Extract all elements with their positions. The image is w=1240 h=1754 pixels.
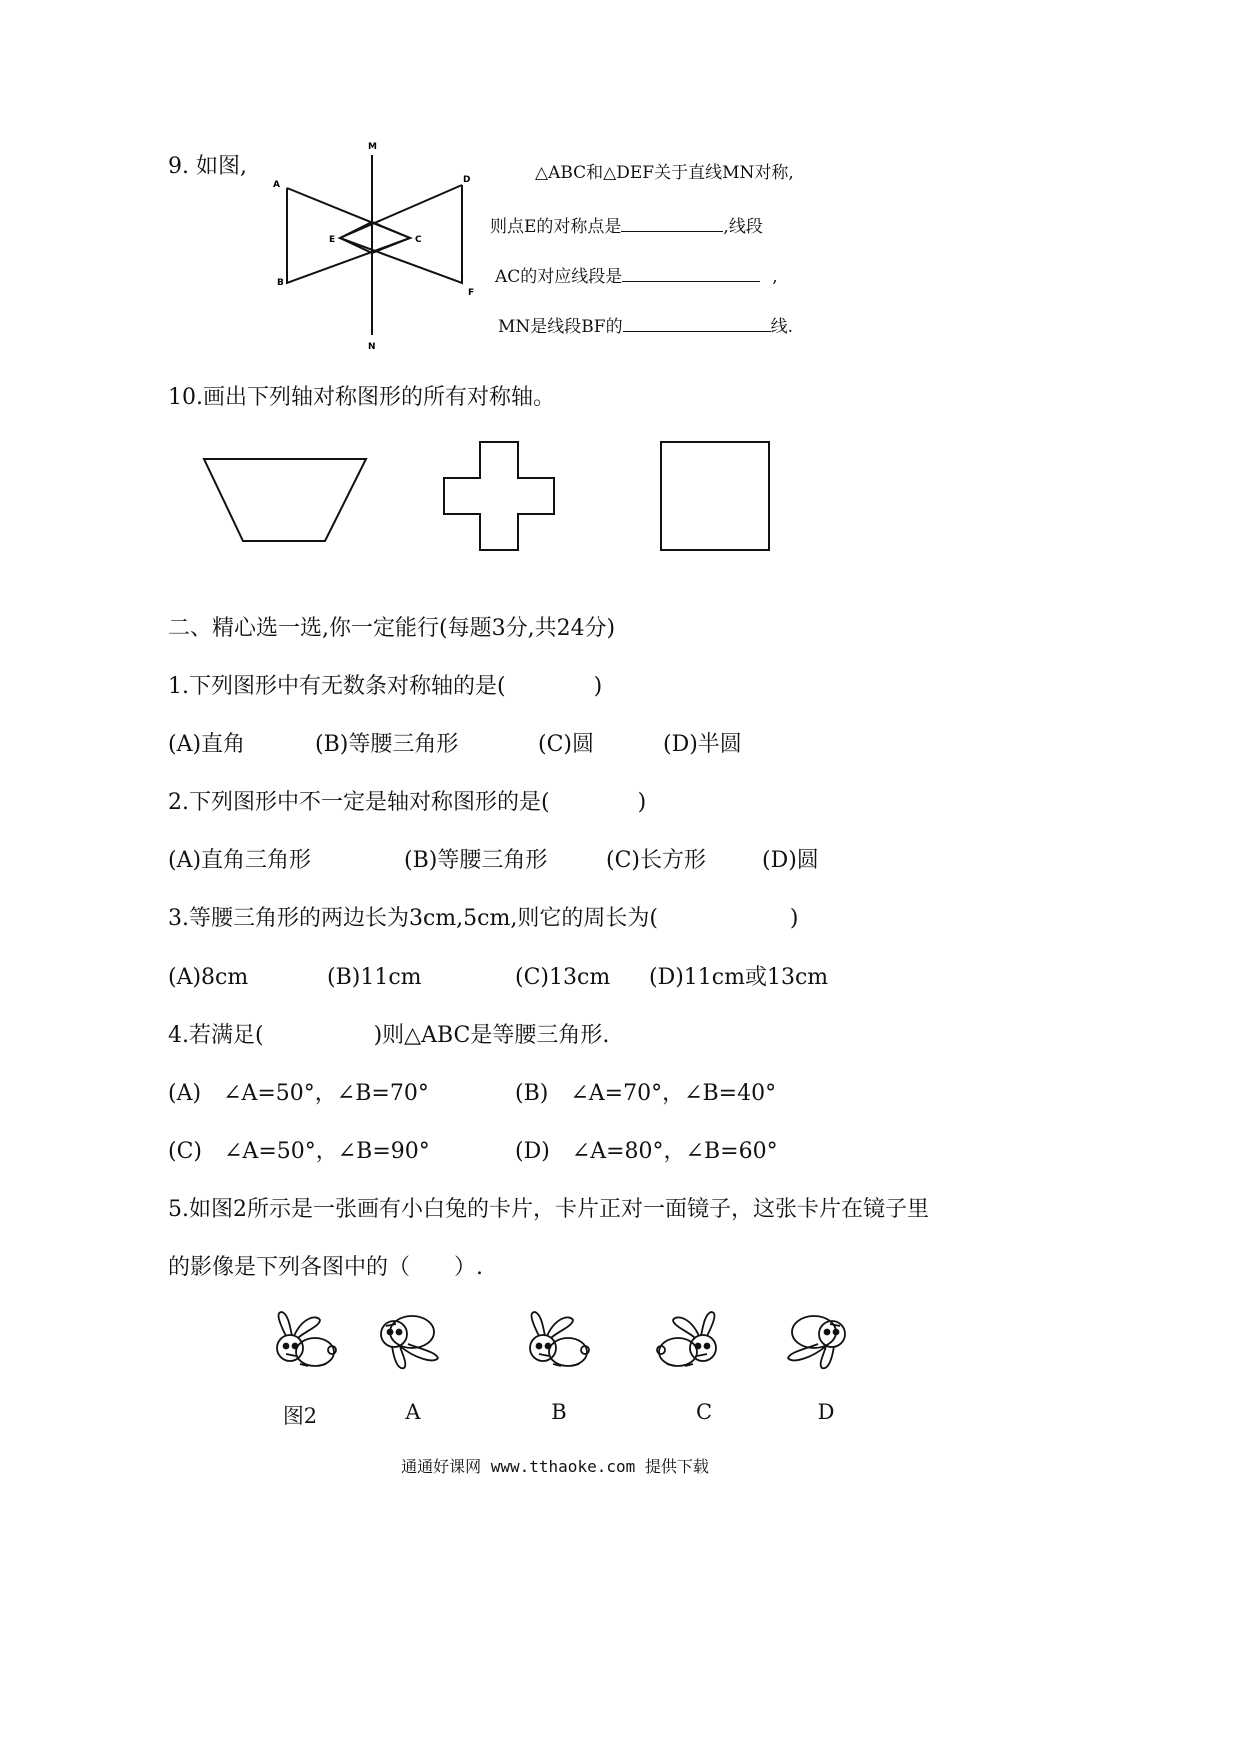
q2-option-b[interactable]: (B)等腰三角形	[404, 848, 548, 873]
q3-option-a[interactable]: (A)8cm	[168, 965, 249, 990]
q10-text: 10.画出下列轴对称图形的所有对称轴。	[168, 385, 555, 410]
cross-figure	[442, 440, 557, 552]
rabbit-label-d: D	[817, 1400, 835, 1424]
q2-option-c[interactable]: (C)长方形	[606, 848, 706, 873]
square-figure	[659, 440, 771, 552]
label-a: A	[273, 180, 280, 190]
question-3-stem: 3.等腰三角形的两边长为3cm,5cm,则它的周长为( )	[168, 906, 799, 931]
q3-option-b[interactable]: (B)11cm	[327, 965, 422, 990]
label-n: N	[368, 342, 376, 352]
q3-option-d[interactable]: (D)11cm或13cm	[649, 965, 829, 990]
q2-option-a[interactable]: (A)直角三角形	[168, 848, 312, 873]
q2-option-d[interactable]: (D)圆	[762, 848, 819, 873]
label-d: D	[463, 175, 471, 185]
q4-option-d[interactable]: (D) ∠A=80°，∠B=60°	[515, 1139, 778, 1164]
section2-title: 二、精心选一选,你一定能行(每题3分,共24分)	[168, 616, 616, 641]
q9-answer-blank-2[interactable]	[622, 261, 760, 282]
inner-rhombus	[340, 222, 410, 253]
rabbit-original-icon	[268, 1308, 340, 1374]
q9-line2-text-b: ,线段	[723, 217, 763, 237]
q9-line2	[490, 211, 763, 238]
q9-line1: △ABC和△DEF关于直线MN对称,	[535, 163, 794, 183]
rabbit-label-a: A	[405, 1400, 421, 1424]
rabbit-option-b-icon	[521, 1308, 593, 1374]
q9-prefix: 9. 如图,	[168, 154, 247, 179]
question-5-stem: 5.如图2所示是一张画有小白兔的卡片，卡片正对一面镜子，这张卡片在镜子里	[168, 1197, 929, 1222]
q1-option-b[interactable]: (B)等腰三角形	[315, 732, 459, 757]
q4-option-c[interactable]: (C) ∠A=50°，∠B=90°	[168, 1139, 430, 1164]
rabbit-option-a-icon	[372, 1308, 444, 1374]
q9-line4-text-b: 线.	[770, 317, 793, 337]
question-4-stem: 4.若满足( )则△ABC是等腰三角形.	[168, 1023, 610, 1048]
label-c: C	[415, 235, 422, 245]
q9-line3	[495, 261, 778, 288]
question-2-stem: 2.下列图形中不一定是轴对称图形的是( )	[168, 790, 647, 815]
label-b: B	[277, 278, 284, 288]
q9-answer-blank-3[interactable]	[623, 311, 771, 332]
q9-line4	[498, 311, 793, 338]
label-m: M	[368, 142, 377, 152]
q4-option-b[interactable]: (B) ∠A=70°，∠B=40°	[515, 1081, 777, 1106]
label-e: E	[329, 235, 336, 245]
trapezoid-figure	[200, 455, 370, 545]
rabbit-label-figure2: 图2	[282, 1404, 318, 1428]
q9-answer-blank-1[interactable]	[621, 211, 723, 232]
q9-symmetry-figure	[265, 135, 515, 355]
q9-line3-text-b: ,	[772, 267, 778, 287]
rabbit-option-d-icon	[782, 1308, 854, 1374]
question-1-stem: 1.下列图形中有无数条对称轴的是( )	[168, 674, 603, 699]
triangle-abc-outline	[287, 188, 410, 283]
q9-line2-text-a: 则点E的对称点是	[490, 217, 622, 237]
q1-option-a[interactable]: (A)直角	[168, 732, 246, 757]
q3-option-c[interactable]: (C)13cm	[515, 965, 611, 990]
q9-line4-text-a: MN是线段BF的	[498, 317, 623, 337]
rabbit-option-c-icon	[653, 1308, 725, 1374]
question-5-stem-line2: 的影像是下列各图中的（ ）.	[168, 1255, 483, 1280]
q1-option-d[interactable]: (D)半圆	[663, 732, 742, 757]
footer-download-note: 通通好课网 www.tthaoke.com 提供下载	[401, 1457, 709, 1476]
rabbit-label-b: B	[551, 1400, 567, 1424]
q4-option-a[interactable]: (A) ∠A=50°，∠B=70°	[168, 1081, 429, 1106]
q1-option-c[interactable]: (C)圆	[538, 732, 594, 757]
q9-line3-text-a: AC的对应线段是	[495, 267, 623, 287]
rabbit-label-c: C	[695, 1400, 713, 1424]
label-f: F	[468, 288, 475, 298]
